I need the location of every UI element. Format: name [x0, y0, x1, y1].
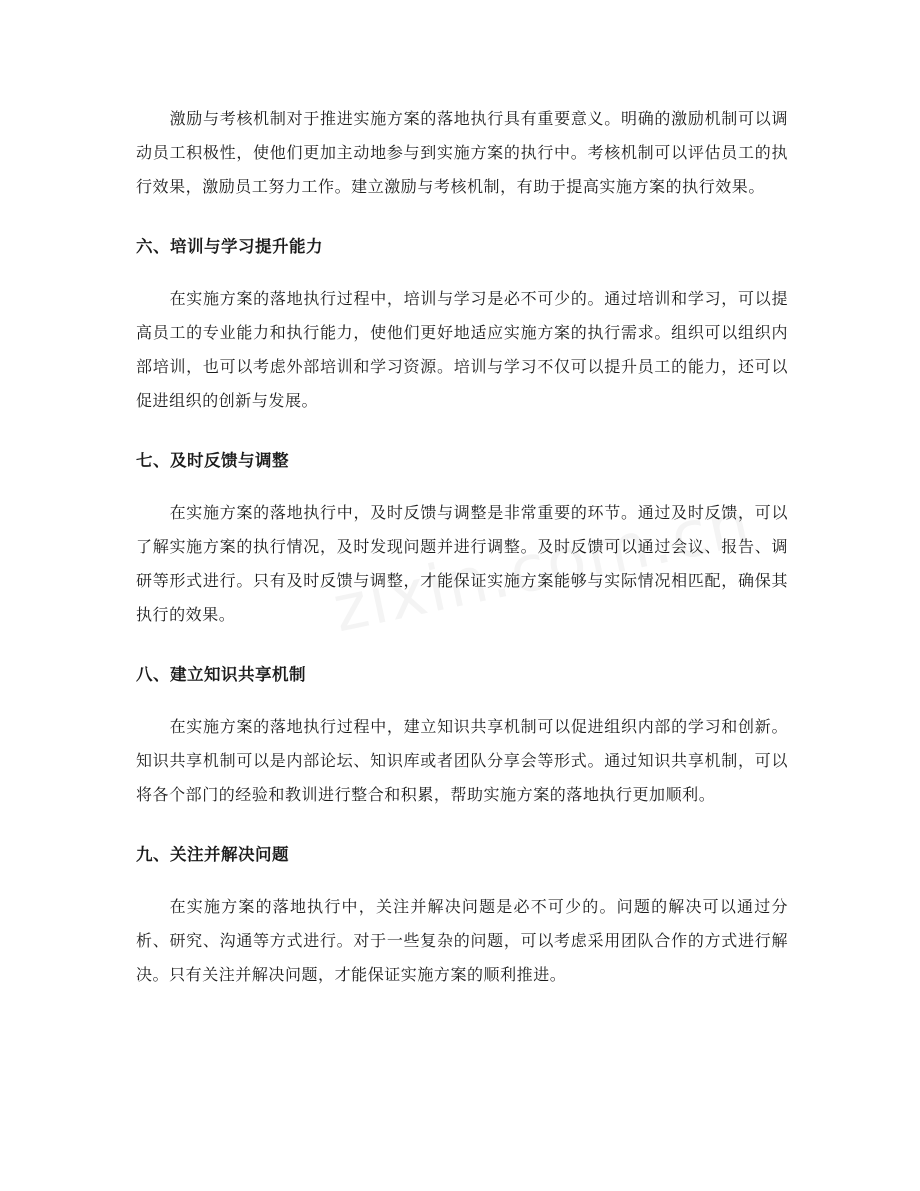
section-7-heading: 七、及时反馈与调整 — [136, 451, 289, 470]
section-8-heading: 八、建立知识共享机制 — [136, 665, 306, 684]
section-6-heading: 六、培训与学习提升能力 — [136, 237, 323, 256]
section-8-paragraph: 在实施方案的落地执行过程中，建立知识共享机制可以促进组织内部的学习和创新。知识共享机制可以是内部论坛、知识库或者团队分享会等形式。通过知识共享机制，可以将各个部门的经验和教训进行整合和积累，帮助实施方案的落地执行更加顺利。 — [136, 717, 788, 804]
section-7-paragraph: 在实施方案的落地执行中，及时反馈与调整是非常重要的环节。通过及时反馈，可以了解实施方案的执行情况，及时发现问题并进行调整。及时反馈可以通过会议、报告、调研等形式进行。只有及时反馈与调整，才能保证实施方案能够与实际情况相匹配，确保其执行的效果。 — [136, 503, 788, 624]
section-9-paragraph: 在实施方案的落地执行中，关注并解决问题是必不可少的。问题的解决可以通过分析、研究、沟通等方式进行。对于一些复杂的问题，可以考虑采用团队合作的方式进行解决。只有关注并解决问题，才能保证实施方案的顺利推进。 — [136, 897, 788, 984]
intro-paragraph: 激励与考核机制对于推进实施方案的落地执行具有重要意义。明确的激励机制可以调动员工积极性，使他们更加主动地参与到实施方案的执行中。考核机制可以评估员工的执行效果，激励员工努力工作。建立激励与考核机制，有助于提高实施方案的执行效果。 — [136, 109, 788, 196]
section-6-paragraph: 在实施方案的落地执行过程中，培训与学习是必不可少的。通过培训和学习，可以提高员工的专业能力和执行能力，使他们更好地适应实施方案的执行需求。组织可以组织内部培训，也可以考虑外部培训和学习资源。培训与学习不仅可以提升员工的能力，还可以促进组织的创新与发展。 — [136, 289, 788, 410]
section-9-heading: 九、关注并解决问题 — [136, 845, 289, 864]
document-body — [136, 102, 788, 992]
